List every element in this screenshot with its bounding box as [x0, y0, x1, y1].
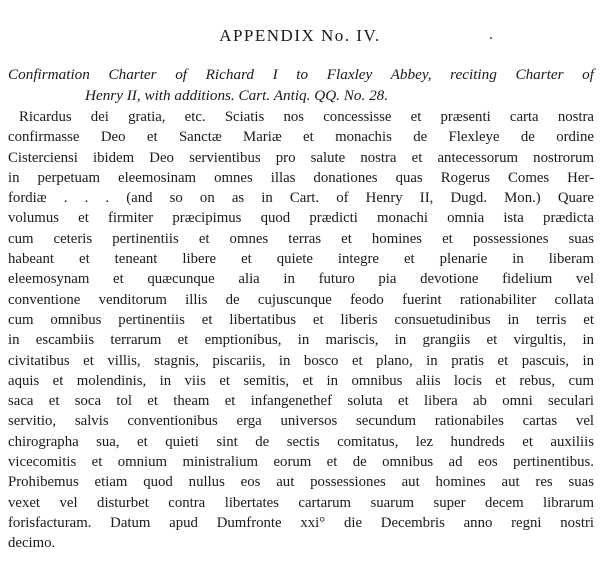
text-line: civitatibus et villis, stagnis, piscariis, in bosco et plano, in pratis et pascuis, in [8, 352, 594, 369]
text-line: chirographa sua, et quieti sint de sectis comitatus, lez hundreds et auxiliis [8, 433, 594, 450]
title-line: Confirmation Charter of Richard I to Flaxley Abbey, reciting Charter of [8, 66, 594, 83]
text-line: habeant et teneant libere et quiete integre et plenarie in liberam [8, 251, 594, 268]
charter-text [8, 107, 594, 554]
appendix-heading: APPENDIX No. IV. [219, 26, 381, 45]
text-line: in escambiis terrarum et emptionibus, in mariscis, in grangiis et virgultis, in [8, 332, 594, 349]
text-line: forisfacturam. Datum apud Dumfronte xxi° die Decembris anno regni nostri [8, 514, 594, 531]
text-line: vexet vel disturbet contra libertates cartarum suarum super decem librarum [8, 494, 594, 511]
text-line: in perpetuam eleemosinam omnes illas donationes quas Rogerus Comes Her- [8, 169, 594, 186]
text-line: Ricardus dei gratia, etc. Sciatis nos concessisse et præsenti carta nostra [19, 109, 594, 125]
title-line: Henry II, with additions. Cart. Antiq. QQ. No. 28. [85, 87, 389, 104]
text-line: saca et soca tol et theam et infangenethef soluta et libera ab omni seculari [8, 393, 594, 410]
text-line: confirmasse Deo et Sanctæ Mariæ et monachis de Flexleye de ordine [8, 129, 594, 146]
text-line: servitio, salvis conventionibus erga universos secundum rationabiles cartas vel [8, 413, 594, 430]
text-line: eleemosynam et quæcunque alia in futuro pia devotione fidelium vel [8, 271, 594, 288]
text-line: decimo. [8, 535, 56, 552]
text-line: Cisterciensi ibidem Deo servientibus pro salute nostra et antecessorum nostrorum [8, 149, 594, 166]
text-line: cum omnibus pertinentiis et libertatibus et liberis consuetudinibus in terris et [8, 311, 594, 328]
ink-speck [490, 37, 492, 39]
text-line: volumus et firmiter præcipimus quod prædicti monachi omnia ista prædicta [8, 210, 594, 227]
text-line: vicecomitis et omnium ministralium eorum et de omnibus ad eos pertinentibus. [8, 454, 594, 471]
text-line: fordiæ . . . (and so on as in Cart. of Henry II, Dugd. Mon.) Quare [8, 190, 594, 207]
charter-title [8, 64, 594, 106]
text-line: conventione venditorum illis de cujuscunque feodo fuerint rationabiliter collata [8, 291, 594, 308]
text-line: aquis et molendinis, in viis et semitis, et in omnibus aliis locis et rebus, cum [8, 372, 594, 389]
text-line: Prohibemus etiam quod nullus eos aut possessiones aut homines aut res suas [8, 474, 594, 491]
text-line: cum ceteris pertinentiis et omnes terras et homines et possessiones suas [8, 230, 594, 247]
